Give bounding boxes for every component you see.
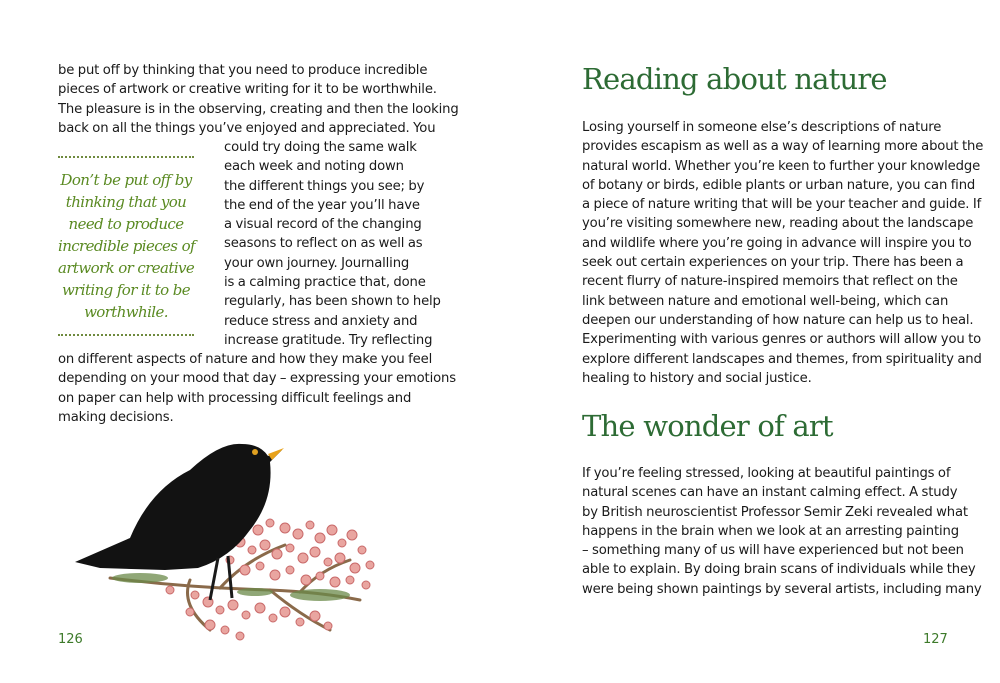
text-line: recent flurry of nature-inspired memoirs that reflect on the [582, 274, 958, 290]
text-line: If you’re feeling stressed, looking at beautiful paintings of [582, 466, 951, 481]
text-line: increase gratitude. Try reflecting [224, 332, 433, 348]
text-line: a piece of nature writing that will be your teacher and guide. If [582, 197, 982, 213]
pull-quote-line: incredible pieces of [58, 237, 195, 255]
left-paragraph-wrapped [224, 138, 441, 350]
text-line: you’re visiting somewhere new, reading about the landscape [582, 216, 974, 232]
right-page [500, 0, 1000, 683]
text-line: the different things you see; by [224, 178, 425, 194]
pull-quote-bottom-rule [58, 334, 194, 336]
text-line: be put off by thinking that you need to produce incredible [58, 63, 428, 78]
left-paragraph-top [58, 61, 459, 138]
text-line: your own journey. Journalling [224, 255, 410, 271]
text-line: deepen our understanding of how nature can help us to heal. [582, 312, 974, 328]
text-line: were being shown paintings by several artists, including many [582, 581, 982, 597]
text-line: Experimenting with various genres or authors will allow you to [582, 332, 982, 348]
pull-quote-top-rule [58, 156, 194, 158]
pull-quote-text [58, 169, 194, 323]
text-line: provides escapism as well as a way of learning more about the [582, 139, 984, 155]
text-line: the end of the year you’ll have [224, 197, 420, 213]
text-line: able to explain. By doing brain scans of individuals while they [582, 562, 976, 578]
text-line: on paper can help with processing difficult feelings and [58, 390, 412, 406]
pull-quote-line: Don’t be put off by [60, 171, 192, 189]
pull-quote-line: writing for it to be [61, 281, 191, 299]
text-line: – something many of us will have experienced but not been [582, 543, 964, 559]
blackbird-illustration [70, 430, 380, 650]
page-number-right: 127 [923, 632, 948, 647]
text-line: could try doing the same walk [224, 140, 417, 155]
section-heading-art: The wonder of art [582, 409, 833, 443]
pull-quote-line: worthwhile. [84, 303, 168, 321]
reading-paragraph [582, 118, 984, 388]
text-line: is a calming practice that, done [224, 275, 426, 291]
text-line: explore different landscapes and themes, from spirituality and [582, 351, 982, 367]
pull-quote-line: artwork or creative [58, 259, 195, 277]
text-line: back on all the things you’ve enjoyed and appreciated. You [58, 120, 436, 136]
text-line: natural scenes can have an instant calming effect. A study [582, 485, 958, 501]
page-number-left: 126 [58, 632, 83, 647]
text-line: The pleasure is in the observing, creating and then the looking [58, 101, 459, 117]
blackbird [75, 444, 284, 600]
text-line: a visual record of the changing [224, 217, 422, 233]
text-line: seek out certain experiences on your trip. There has been a [582, 255, 964, 271]
text-line: healing to history and social justice. [582, 370, 812, 386]
pull-quote-line: thinking that you [65, 193, 187, 211]
section-heading-reading: Reading about nature [582, 62, 887, 96]
text-line: natural world. Whether you’re keen to further your knowledge [582, 158, 981, 174]
text-line: of botany or birds, edible plants or urban nature, you can find [582, 177, 976, 193]
art-paragraph [582, 464, 982, 599]
text-line: Losing yourself in someone else’s descriptions of nature [582, 120, 942, 135]
pull-quote [58, 156, 194, 338]
text-line: pieces of artwork or creative writing for it to be worthwhile. [58, 82, 437, 98]
text-line: each week and noting down [224, 159, 404, 175]
text-line: and wildlife where you’re going in advance will inspire you to [582, 235, 972, 251]
text-line: regularly, has been shown to help [224, 294, 441, 310]
left-paragraph-bottom [58, 350, 456, 427]
text-line: reduce stress and anxiety and [224, 313, 418, 329]
text-line: on different aspects of nature and how they make you feel [58, 352, 433, 367]
text-line: seasons to reflect on as well as [224, 236, 423, 252]
text-line: happens in the brain when we look at an arresting painting [582, 523, 959, 539]
text-line: by British neuroscientist Professor Semir Zeki revealed what [582, 504, 968, 520]
pull-quote-line: need to produce [68, 215, 184, 233]
text-line: making decisions. [58, 409, 174, 425]
text-line: depending on your mood that day – expressing your emotions [58, 371, 456, 387]
text-line: link between nature and emotional well-being, which can [582, 293, 949, 309]
